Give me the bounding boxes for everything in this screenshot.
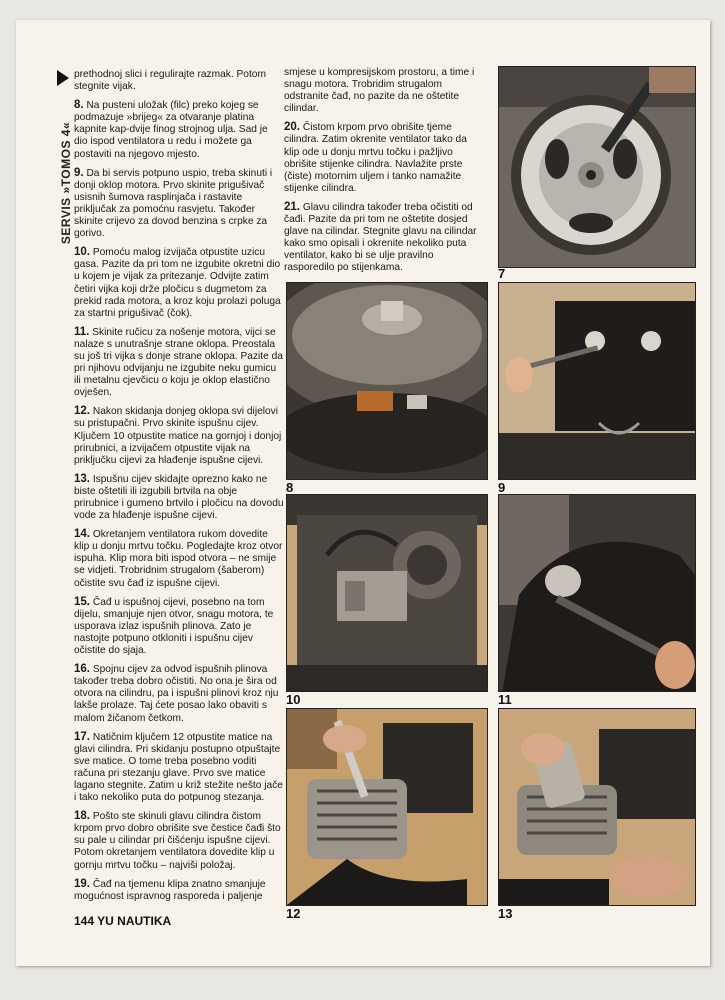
paragraph: 20. Čistom krpom prvo obrišite tjeme cilindra. Zatim okrenite ventilator tako da klip ode u donju mrtvu točku i pažljivo obrišite stijenke cilindra. Navlažite prste (čiste) motornim uljem i tanko namažite stijenke cilindra. <box>284 121 467 194</box>
flywheel-closeup-photo <box>287 283 487 479</box>
cylinder-head-removal-photo <box>499 709 695 905</box>
text-column-left <box>74 68 284 909</box>
paragraph: 13. Ispušnu cijev skidajte oprezno kako ne biste oštetili ili izgubili brtvila na obje prirubnice i gumeno brtvilo i pločicu na dovodu vode za hlađenje ispušne cijevi. <box>74 472 284 522</box>
photo-7 <box>498 66 696 268</box>
photo-number: 13 <box>498 906 513 921</box>
paragraph: smjese u kompresijskom prostoru, a time i snagu motora. Trobridim strugalom odstranite čađ, no pazite da ne oštetite cilindar. <box>284 67 475 115</box>
exhaust-port-scraper-photo <box>499 495 695 691</box>
paragraph: 15. Čađ u ispušnoj cijevi, posebno na tom dijelu, smanjuje njen otvor, snagu motora, te usporava izlaz ispušnih plinova. Zato je nastojte potpuno otkloniti i ispušnu cijev očistite do sjaja. <box>74 595 274 657</box>
photo-number: 7 <box>498 266 506 281</box>
photo-number: 8 <box>286 480 294 495</box>
photo-number: 11 <box>498 692 512 707</box>
page-footer <box>74 914 171 928</box>
section-label: SERVIS »TOMOS 4« <box>59 121 73 245</box>
photo-number: 10 <box>286 692 301 707</box>
paragraph: 8. Na pusteni uložak (filc) preko kojeg se podmazuje »brijeg« za otvaranje platina kapnite kap-dvije finog strojnog ulja. Sad je dio ispod ventilatora u redu i možete ga postaviti na njegovo mjesto. <box>74 99 268 160</box>
section-sidebar <box>56 66 76 286</box>
photo-11 <box>498 494 696 692</box>
paragraph: 14. Okretanjem ventilatora rukom dovedite klip u donju mrtvu točku. Pogledajte kroz otvor ispuha. Klip mora biti ispod otvora – ne smije se vidjeti. Trobridnim strugalom (šaberom) očistite svu čađ iz ispušne cijevi. <box>74 528 283 589</box>
cylinder-head-wrench-photo <box>287 709 487 905</box>
paragraph: 10. Pomoću malog izvijača otpustite uzicu gasa. Pazite da pri tom ne izgubite okretni dio u kojem je vijak za pritezanje. Odvijte zatim četiri vijka koji drže pločicu s dugmetom za prekid rada motora, a kroz koju prolazi poluga za startni prigušivač (čok). <box>74 246 281 319</box>
photo-12 <box>286 708 488 906</box>
carburettor-photo <box>287 495 487 691</box>
paragraph: 11. Skinite ručicu za nošenje motora, vijci se nalaze s unutrašnje strane oklopa. Preostala su još tri vijka s donje strane oklopa. Pazite da pri njihovu odvijanju ne izgubite neku gumicu ili metalnu cjevčicu o koju je oklop elastično ovješen. <box>74 325 283 399</box>
paragraph: 19. Čađ na tjemenu klipa znatno smanjuje mogućnost ispravnog rasporeda i paljenje <box>74 877 266 902</box>
photo-10 <box>286 494 488 692</box>
photo-13 <box>498 708 696 906</box>
paragraph: 17. Natičnim ključem 12 otpustite matice na glavi cilindra. Pri skidanju postupno otpuštajte sve matice. O tome treba posebno voditi računa pri stezanju glave. Prvo sve matice lagano stegnite. Zatim u križ stežite nešto jače i tako nekoliko puta do potpunog stezanja. <box>74 730 283 804</box>
page-number: 144 <box>74 914 95 928</box>
photo-number: 12 <box>286 906 301 921</box>
paragraph: 18. Pošto ste skinuli glavu cilindra čistom krpom prvo dobro obrišite sve čestice čađi što su pale u cilindar pri čišćenju ispušne cijevi. Potom okretanjem ventilatora dovedite klip u gornju mrtvu točku – najviši položaj. <box>74 810 281 871</box>
continue-arrow-icon <box>57 70 69 86</box>
paragraph: 21. Glavu cilindra također treba očistiti od čađi. Pazite da pri tom ne oštetite dosjed glave na cilindar. Stegnite glavu na cilindar kako smo opisali i okrenite nekoliko puta ventilator, kako bi se ulje pravilno rasporedilo po stijenkama. <box>284 200 477 274</box>
photo-8 <box>286 282 488 480</box>
magazine-page <box>16 20 710 966</box>
photo-9 <box>498 282 696 480</box>
lower-housing-screwdriver-photo <box>499 283 695 479</box>
photo-number: 9 <box>498 480 506 495</box>
magazine-name: YU NAUTIKA <box>97 914 172 928</box>
flywheel-magneto-photo <box>499 67 695 267</box>
paragraph: 9. Da bi servis potpuno uspio, treba skinuti i donji oklop motora. Prvo skinite prigušivač usisnih šumova rasplinjača i rastavite priključak za pomoćnu rasvjetu. Također skinite crijevo za dovod benzina s crpke za gorivo. <box>74 166 273 240</box>
text-column-middle <box>284 66 484 281</box>
paragraph: 12. Nakon skidanja donjeg oklopa svi dijelovi su pristupačni. Prvo skinite ispušnu cijev. Ključem 10 otpustite matice na gornjoj i donjoj prirubnici, a izvijačem otpustite vijak na priključku cijevi za hlađenje ispušne cijevi. <box>74 405 282 466</box>
paragraph: prethodnoj slici i regulirajte razmak. Potom stegnite vijak. <box>74 69 266 93</box>
paragraph: 16. Spojnu cijev za odvod ispušnih plinova također treba dobro očistiti. No ona je šira od otvora na cilindru, pa i ispušni plinovi kroz nju lakše prolaze. Taj ćete posao lako obaviti s malom žičanom četkom. <box>74 663 279 724</box>
